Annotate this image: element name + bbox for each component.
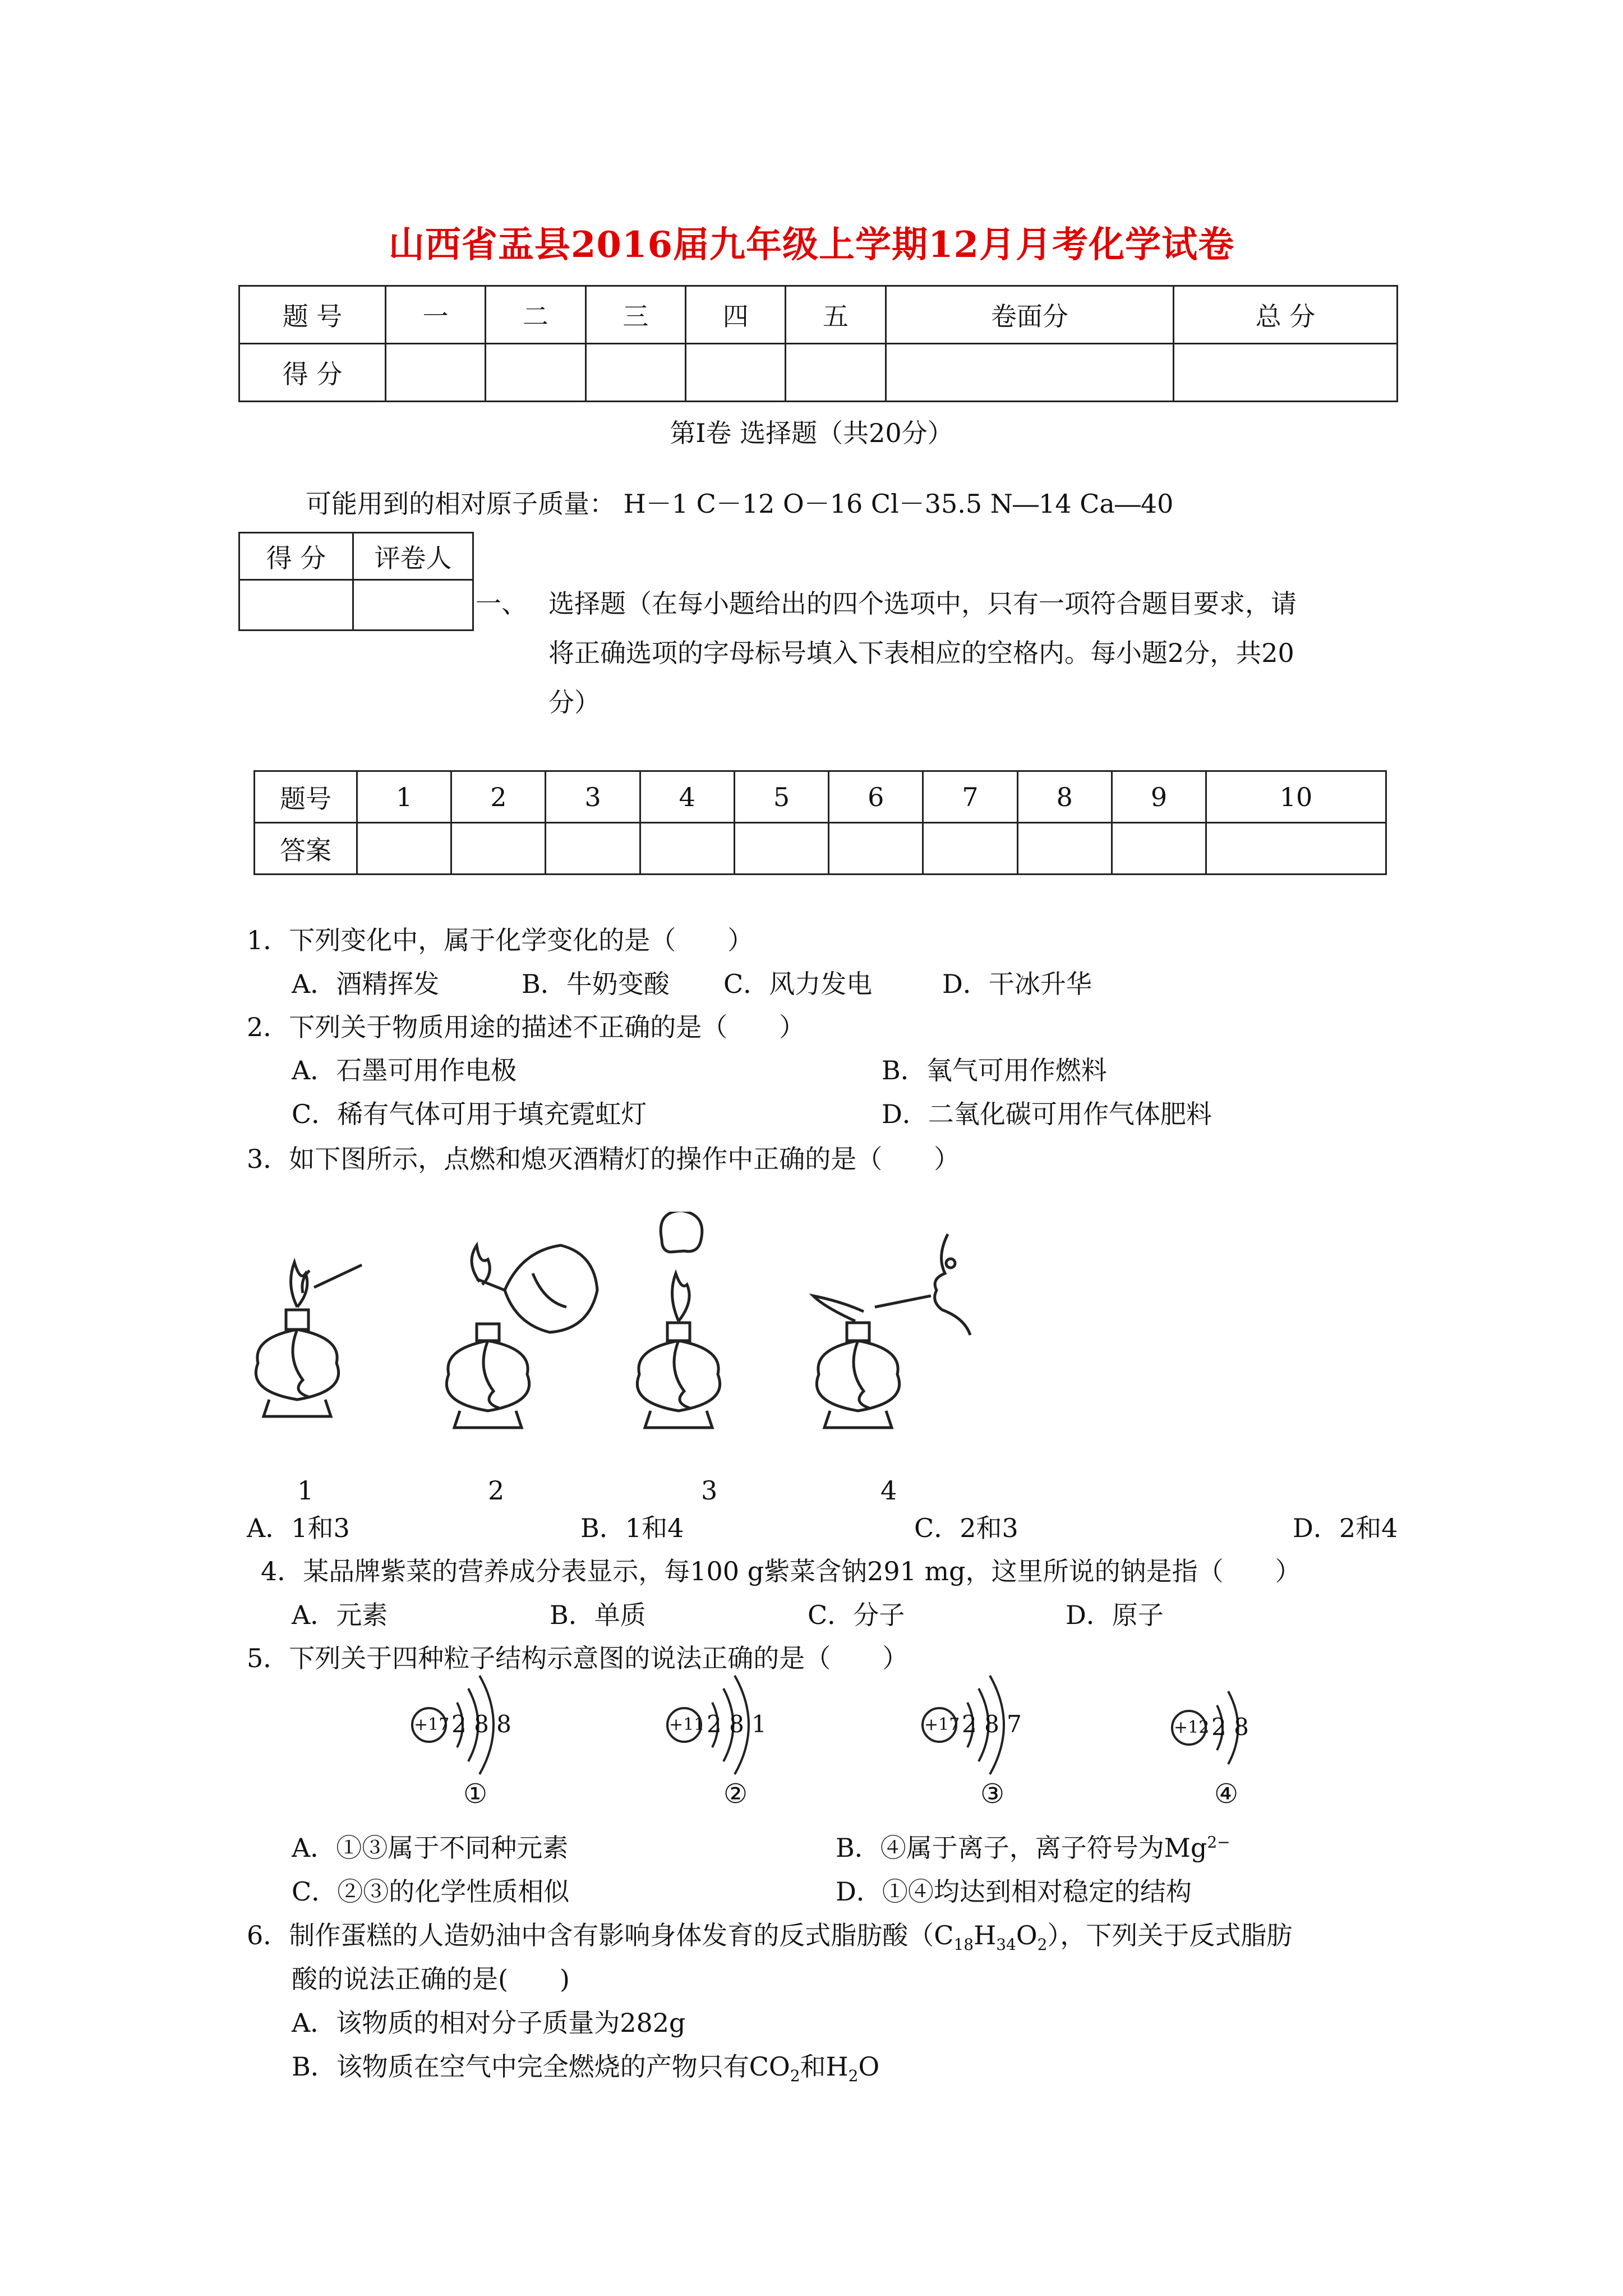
q3-fig-label-3: 3 <box>701 1475 718 1506</box>
score-table-header: 一 <box>386 286 486 344</box>
q4-option-a: A．元素 <box>292 1600 388 1630</box>
atom-label-3: ③ <box>980 1778 1005 1810</box>
score-cell[interactable] <box>786 344 886 402</box>
q2-option-b: B．氧气可用作燃料 <box>882 1055 1107 1085</box>
answer-table-number: 8 <box>1017 771 1112 823</box>
q5-option-a: A．①③属于不同种元素 <box>292 1833 569 1863</box>
atom-diagram-2 <box>665 1669 810 1781</box>
answer-table-number: 7 <box>923 771 1017 823</box>
q1-stem: 1．下列变化中，属于化学变化的是（ ） <box>247 925 754 955</box>
grader-score-label: 得 分 <box>239 533 353 580</box>
section-title: 第Ⅰ卷 选择题（共20分） <box>670 418 953 448</box>
alcohol-lamp-figures <box>241 1212 1004 1481</box>
answer-table-number: 6 <box>829 771 923 823</box>
answer-cell[interactable] <box>734 823 828 875</box>
q5-option-c: C．②③的化学性质相似 <box>292 1876 570 1907</box>
answer-table-a-label: 答案 <box>255 823 357 875</box>
q5-option-b-text: B．④属于离子，离子符号为Mg <box>836 1833 1207 1863</box>
nucleus-charge: +17 <box>414 1715 450 1734</box>
q4-option-d: D．原子 <box>1066 1600 1164 1630</box>
q5-stem: 5．下列关于四种粒子结构示意图的说法正确的是（ ） <box>247 1643 909 1673</box>
formula-subscript: 34 <box>996 1935 1016 1954</box>
answer-cell[interactable] <box>357 823 451 875</box>
lamp-3-with-cap-icon <box>637 1212 720 1428</box>
q1-option-c: C．风力发电 <box>723 969 873 999</box>
answer-cell[interactable] <box>1017 823 1112 875</box>
q6-stem-text-end: ），下列关于反式脂肪 <box>1047 1920 1293 1950</box>
q3-option-b: B．1和4 <box>580 1513 684 1543</box>
q6-stem-text: 6．制作蛋糕的人造奶油中含有影响身体发育的反式脂肪酸（C <box>247 1920 954 1950</box>
formula-subscript: 2 <box>848 2067 859 2086</box>
score-cell[interactable] <box>686 344 786 402</box>
answer-table-number: 1 <box>357 771 451 823</box>
answer-cell[interactable] <box>640 823 734 875</box>
answer-cell[interactable] <box>923 823 1017 875</box>
q6-option-b-text: B．该物质在空气中完全燃烧的产物只有CO <box>292 2051 790 2082</box>
q3-fig-label-1: 1 <box>297 1475 314 1506</box>
shell-electrons: 2 8 8 <box>451 1710 511 1738</box>
score-table-header: 题 号 <box>239 286 386 344</box>
score-cell[interactable] <box>386 344 486 402</box>
score-row-label: 得 分 <box>239 344 386 402</box>
q4-option-c: C．分子 <box>808 1600 905 1630</box>
q3-option-d: D．2和4 <box>1293 1513 1398 1543</box>
q2-option-c: C．稀有气体可用于填充霓虹灯 <box>292 1099 647 1129</box>
atom-label-1: ① <box>463 1778 488 1810</box>
q6-stem-line1 <box>247 1915 1292 1954</box>
section-one-line1: 选择题（在每小题给出的四个选项中，只有一项符合题目要求，请 <box>548 588 1297 619</box>
answer-cell[interactable] <box>1112 823 1206 875</box>
atomic-masses: 可能用到的相对原子质量： H－1 C－12 O－16 Cl－35.5 N―14 Ca―40 <box>306 489 1174 519</box>
answer-table-number: 2 <box>451 771 546 823</box>
answer-table-number: 4 <box>640 771 734 823</box>
answer-table-number: 9 <box>1112 771 1206 823</box>
formula-element: H <box>974 1920 997 1950</box>
q5-option-b <box>836 1828 1230 1865</box>
q2-stem: 2．下列关于物质用途的描述不正确的是（ ） <box>247 1012 805 1042</box>
score-table-header: 三 <box>585 286 685 344</box>
q3-fig-label-2: 2 <box>488 1475 505 1506</box>
grader-name-cell[interactable] <box>353 580 473 631</box>
q2-option-d: D．二氧化碳可用作气体肥料 <box>882 1099 1212 1129</box>
formula-subscript: 2 <box>1037 1935 1048 1954</box>
q6-option-b <box>292 2046 879 2085</box>
answer-table <box>253 770 1387 875</box>
answer-cell[interactable] <box>546 823 640 875</box>
answer-table-number: 10 <box>1206 771 1386 823</box>
q4-option-b: B．单质 <box>550 1600 646 1630</box>
q6-option-b-text-mid: 和H <box>800 2051 849 2082</box>
answer-table-q-label: 题号 <box>255 771 357 823</box>
score-table-header: 总 分 <box>1173 286 1397 344</box>
answer-cell[interactable] <box>451 823 546 875</box>
score-table-header: 二 <box>486 286 585 344</box>
formula-subscript: 2 <box>790 2067 800 2086</box>
answer-cell[interactable] <box>1206 823 1386 875</box>
q3-fig-label-4: 4 <box>880 1475 897 1506</box>
nucleus-charge: +11 <box>669 1715 705 1734</box>
q6-option-a: A．该物质的相对分子质量为282g <box>292 2008 686 2038</box>
score-cell[interactable] <box>1173 344 1397 402</box>
score-cell[interactable] <box>585 344 685 402</box>
q3-option-c: C．2和3 <box>914 1513 1018 1543</box>
grader-label: 评卷人 <box>353 533 473 580</box>
lamp-1-lit-with-match-icon <box>256 1262 362 1416</box>
formula-element: O <box>1016 1920 1038 1950</box>
score-cell[interactable] <box>886 344 1173 402</box>
exam-title: 山西省盂县2016届九年级上学期12月月考化学试卷 <box>388 224 1235 266</box>
q4-stem: 4．某品牌紫菜的营养成分表显示，每100 g紫菜含钠291 mg，这里所说的钠是指（ ） <box>261 1556 1301 1586</box>
atom-label-2: ② <box>723 1778 748 1810</box>
grader-box <box>238 532 474 631</box>
q5-option-d: D．①④均达到相对稳定的结构 <box>836 1876 1192 1907</box>
q1-option-d: D．干冰升华 <box>942 969 1092 999</box>
atom-diagram-3 <box>920 1669 1066 1781</box>
q1-option-a: A．酒精挥发 <box>292 969 440 999</box>
q6-stem-line2: 酸的说法正确的是( ) <box>292 1964 570 1994</box>
formula-subscript: 18 <box>953 1935 974 1954</box>
score-cell[interactable] <box>486 344 585 402</box>
nucleus-charge: +12 <box>1174 1718 1210 1737</box>
section-one-number: 一、 <box>476 588 527 619</box>
shell-electrons: 2 8 <box>1211 1713 1249 1741</box>
atom-diagram-1 <box>409 1669 555 1781</box>
nucleus-charge: +17 <box>924 1715 960 1734</box>
shell-electrons: 2 8 1 <box>707 1710 767 1738</box>
shell-electrons: 2 8 7 <box>962 1710 1022 1738</box>
answer-table-number: 5 <box>734 771 828 823</box>
atom-diagram-4 <box>1169 1677 1293 1778</box>
section-one-line3: 分） <box>548 687 600 717</box>
grader-score-cell[interactable] <box>239 580 353 631</box>
score-table-header: 五 <box>786 286 886 344</box>
score-table <box>238 285 1398 402</box>
q1-option-b: B．牛奶变酸 <box>522 969 670 999</box>
q3-stem: 3．如下图所示，点燃和熄灭酒精灯的操作中正确的是（ ） <box>247 1144 960 1174</box>
answer-table-number: 3 <box>546 771 640 823</box>
q6-option-b-text-end: O <box>858 2051 880 2082</box>
lamp-4-blown-out-icon <box>813 1234 970 1428</box>
lamp-2-lit-from-lamp-icon <box>446 1245 597 1428</box>
score-table-header: 卷面分 <box>886 286 1173 344</box>
q3-option-a: A．1和3 <box>247 1513 350 1543</box>
q2-option-a: A．石墨可用作电极 <box>292 1055 517 1085</box>
atom-label-4: ④ <box>1214 1778 1239 1810</box>
score-table-header: 四 <box>686 286 786 344</box>
section-one-line2: 将正确选项的字母标号填入下表相应的空格内。每小题2分，共20 <box>548 638 1294 668</box>
q5-option-b-superscript: 2− <box>1207 1833 1230 1852</box>
answer-cell[interactable] <box>829 823 923 875</box>
